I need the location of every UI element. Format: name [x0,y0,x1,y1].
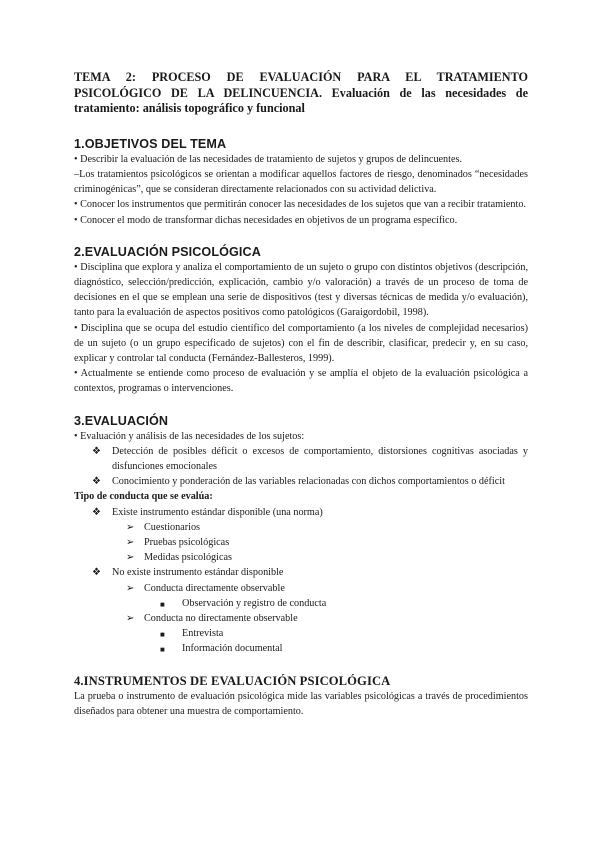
section-evaluacion [74,414,528,657]
paragraph: • Conocer el modo de transformar dichas necesidades en objetivos de un programa específico. [74,214,458,226]
diamond-bullet-icon: ❖ [92,567,101,579]
list-item: ■ Entrevista [74,626,528,641]
paragraph: • Conocer los instrumentos que permitirán conocer las necesidades de los sujetos que van a recibir tratamiento. [74,199,526,211]
square-bullet-icon: ■ [160,630,165,640]
list-item: ❖ Detección de posibles déficit o excesos de comportamiento, distorsiones cognitivas asociadas y disfunciones emocionales [92,445,528,473]
arrow-bullet-icon: ➢ [126,613,135,625]
section-heading-3: 3.EVALUACIÓN [74,413,169,428]
list-item: ❖ No existe instrumento estándar disponible [74,565,528,580]
paragraph: La prueba o instrumento de evaluación psicológica mide las variables psicológicas a través de procedimientos diseñados para obtener una muestra de comportamiento. [74,690,528,717]
arrow-bullet-icon: ➢ [126,521,135,533]
section-heading-1: 1.OBJETIVOS DEL TEMA [74,136,227,151]
tipo-conducta-label: Tipo de conducta que se evalúa: [74,491,213,503]
paragraph: • Describir la evaluación de las necesidades de tratamiento de sujetos y grupos de delincuentes. [74,153,463,165]
paragraph: • Actualmente se entiende como proceso de evaluación y se amplía el objeto de la evaluación psicológica a contextos, programas o intervenciones. [74,368,528,395]
paragraph: • Evaluación y análisis de las necesidades de los sujetos: [74,430,305,442]
list-item: ❖ Conocimiento y ponderación de las variables relacionadas con dichos comportamientos o déficit [74,474,528,489]
diamond-bullet-icon: ❖ [92,476,101,488]
section-evaluacion-psicologica [74,245,528,397]
section-heading-2: 2.EVALUACIÓN PSICOLÓGICA [74,244,261,259]
section-objetivos [74,137,528,228]
paragraph: • Disciplina que explora y analiza el comportamiento de un sujeto o grupo con distintos objetivos (descripción, diagnóstico, selección/predicción, explicación, cambio y/o valoración) a través de un proceso de toma de decisiones en el que se emplean una serie de dispositivos (test y diversas técnicas de medida y/o evaluación), tanto para la evaluación de aspectos positivos como patológicos (Garaigordobil, 1998). [74,261,528,319]
list-item: ❖ Existe instrumento estándar disponible (una norma) [74,505,528,520]
arrow-bullet-icon: ➢ [126,582,135,594]
list-item: ➢ Medidas psicológicas [74,550,528,565]
needs-list [74,444,528,490]
document-page [74,70,528,719]
paragraph: • Disciplina que se ocupa del estudio científico del comportamiento (a los niveles de complejidad necesarios) de un sujeto (o un grupo especificado de sujetos) con el fin de describir, clasificar, predecir y, en su caso, explicar y controlar tal conducta (Fernández-Ballesteros, 1999). [74,322,528,365]
list-item: ➢ Conducta no directamente observable [74,611,528,626]
diamond-bullet-icon: ❖ [92,445,101,457]
tipo-conducta-list [74,505,528,657]
list-item: ➢ Cuestionarios [74,520,528,535]
list-item: ➢ Pruebas psicológicas [74,535,528,550]
square-bullet-icon: ■ [160,599,165,609]
arrow-bullet-icon: ➢ [126,552,135,564]
square-bullet-icon: ■ [160,645,165,655]
list-item: ■ Información documental [74,641,528,656]
section-instrumentos [74,674,528,719]
document-title: TEMA 2: PROCESO DE EVALUACIÓN PARA EL TRATAMIENTO PSICOLÓGICO DE LA DELINCUENCIA. Evaluación de las necesidades de tratamiento: análisis topográfico y funcional [74,70,528,116]
list-item: ➢ Conducta directamente observable [74,581,528,596]
paragraph: –Los tratamientos psicológicos se orientan a modificar aquellos factores de riesgo, denominados “necesidades criminogénicas”, que se consideran directamente relacionados con su actividad delictiva. [74,168,528,196]
diamond-bullet-icon: ❖ [92,506,101,518]
arrow-bullet-icon: ➢ [126,537,135,549]
list-item: ■ Observación y registro de conducta [74,596,528,611]
section-heading-4: 4.INSTRUMENTOS DE EVALUACIÓN PSICOLÓGICA [74,673,391,688]
